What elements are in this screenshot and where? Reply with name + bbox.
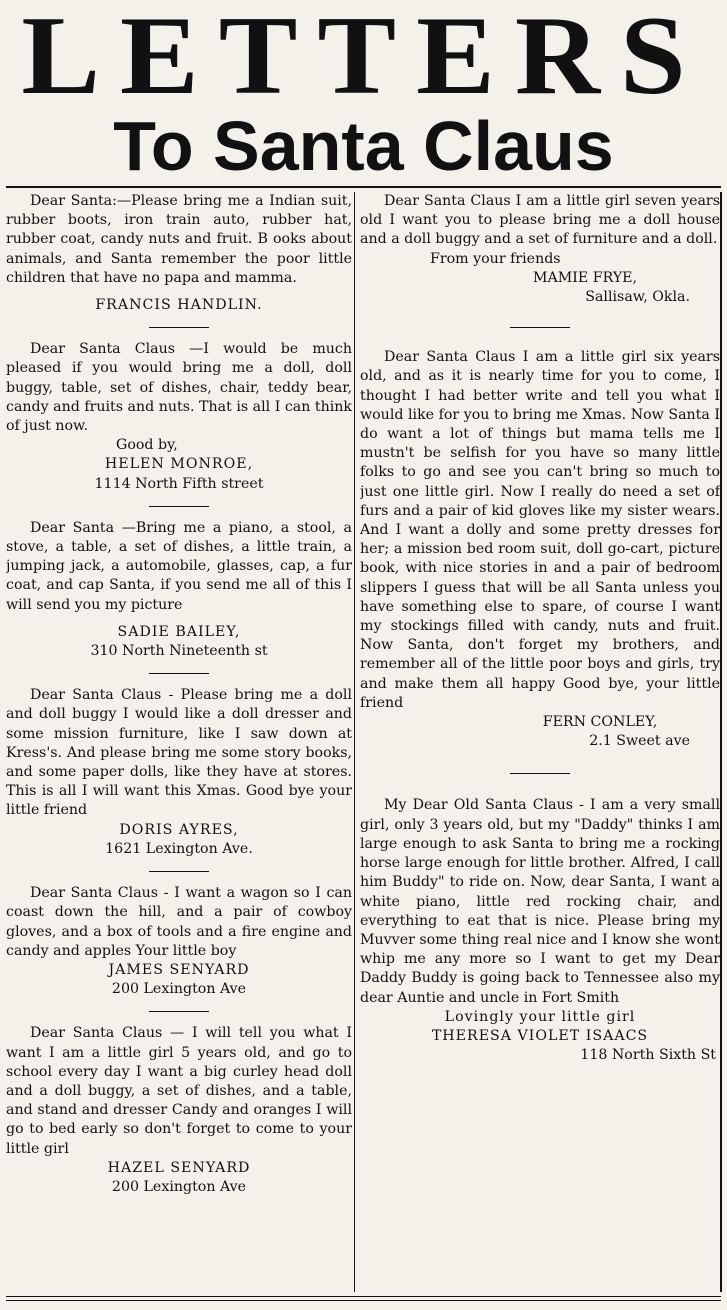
column-divider (354, 192, 355, 1292)
letter-body: Dear Santa:—Please bring me a Indian suit, rubber boots, iron train auto, rubber hat, rubber coat, candy nuts and fruit. B ooks about animals, and Santa remember the poor little children that have no papa and mamma. (6, 193, 352, 286)
letter-body: My Dear Old Santa Claus - I am a very small girl, only 3 years old, but my "Daddy" thinks I am large enough to ask Santa to bring me a rocking horse large enough for little brother. Alfred, I call him Buddy" to ride on. Now, dear Santa, I want a white piano, little red rocking chair, and everything to eat that is nice. Please bring my Muvver some thing real nice and I know she wont whip me any more so I want to get my Dear Daddy Buddy is going back to Tennessee also my dear Auntie and uncle in Fort Smith (360, 797, 720, 1006)
letter-divider (510, 327, 570, 328)
letter-divider (149, 673, 209, 674)
letter-body: Dear Santa Claus - I want a wagon so I can coast down the hill, and a pair of cowboy gloves, and a box of tools and a fire engine and candy and apples Your little boy (6, 885, 352, 959)
letter-signature: MAMIE FRYE, (532, 269, 638, 286)
right-column (360, 192, 720, 1292)
letter-closing: Lovingly your little girl (444, 1008, 636, 1025)
bottom-rule-double (6, 1300, 721, 1301)
letter-signature: FRANCIS HANDLIN. (95, 297, 263, 314)
letter-signature: JAMES SENYARD (108, 961, 250, 978)
letter-signature: FERN CONLEY, (542, 714, 658, 731)
letter-signature: DORIS AYRES, (119, 821, 239, 838)
headline-to-santa-claus: To Santa Claus (113, 107, 614, 185)
letter-helen-monroe (6, 340, 352, 494)
letter-divider (149, 871, 209, 872)
letter-divider (510, 773, 570, 774)
letter-signature: HAZEL SENYARD (107, 1159, 251, 1176)
letter-francis-handlin (6, 192, 352, 315)
letter-address: 118 North Sixth St (580, 1047, 716, 1064)
letter-mamie-frye (360, 192, 720, 307)
letter-address: Sallisaw, Okla. (585, 289, 690, 306)
letter-doris-ayres (6, 686, 352, 859)
left-column (6, 192, 352, 1292)
letter-signature: THERESA VIOLET ISAACS (431, 1027, 649, 1044)
letter-signature: SADIE BAILEY, (117, 623, 241, 640)
letter-address: 1621 Lexington Ave. (105, 840, 253, 857)
letter-address: 200 Lexington Ave (111, 981, 247, 998)
bottom-rule (6, 1296, 721, 1297)
letter-divider (149, 1011, 209, 1012)
letter-address: 1114 North Fifth street (94, 475, 264, 492)
letter-address: 2.1 Sweet ave (589, 733, 690, 750)
letter-hazel-senyard (6, 1024, 352, 1197)
letter-theresa-violet-isaacs (360, 796, 720, 1065)
letter-fern-conley (360, 348, 720, 751)
letter-address: 200 Lexington Ave (111, 1178, 247, 1195)
letter-james-senyard (6, 884, 352, 999)
letter-body: Dear Santa Claus —I would be much pleased if you would bring me a doll, doll buggy, table, set of dishes, chair, teddy bear, candy and fruits and nuts. That is all I can think of just now. (6, 341, 352, 435)
letter-body: Dear Santa Claus I am a little girl six years old, and as it is nearly time for you to come, I thought I had better write and tell you what I would like for you to bring me Xmas. Now Santa I do want a lot of things but mama tells me I mustn't be selfish for you have so many little folks to go and see you can't bring so much to just one little girl. Now I really do need a set of furs and a pair of kid gloves like my sister wears. And I want a dolly and some pretty dresses for her; a mission bed room suit, doll go-cart, picture book, with nice stories in and a pair of bedroom slippers I guess that will be all Santa unless you have something else to spare, of course I want my stockings filled with candy, nuts and fruit. Now Santa, don't forget my brothers, and remember all of the little poor boys and girls, try and make them all happy Good bye, your little friend (360, 349, 720, 711)
letter-body: Dear Santa Claus - Please bring me a doll and doll buggy I would like a doll dresser and some mission furniture, like I saw down at Kress's. And please bring me some story books, and some paper dolls, like they have at stores. This is all I will want this Xmas. Good bye your little friend (6, 687, 352, 819)
letter-divider (149, 327, 209, 328)
letter-signature: HELEN MONROE, (104, 456, 254, 473)
letter-address: 310 North Nineteenth st (90, 643, 268, 660)
letter-body: Dear Santa —Bring me a piano, a stool, a stove, a table, a set of dishes, a little train, a jumping jack, a automobile, glasses, cap, a fur coat, and cap Santa, if you send me all of this I will send you my picture (6, 519, 352, 613)
letter-closing: Good by, (116, 437, 178, 454)
letter-body: Dear Santa Claus I am a little girl seven years old I want you to please bring me a doll house and a doll buggy and a set of furniture and a doll. (360, 193, 720, 248)
letter-sadie-bailey (6, 519, 352, 661)
letter-divider (149, 506, 209, 507)
letter-body: Dear Santa Claus — I will tell you what I want I am a little girl 5 years old, and go to school every day I want a big curley head doll and a doll buggy, a set of dishes, and a table, and stand and dresser Candy and oranges I will go to bed early so don't forget to come to your little girl (6, 1025, 352, 1157)
headline-letters: LETTERS (21, 4, 706, 108)
letter-closing: From your friends (430, 250, 561, 267)
right-edge-rule (720, 192, 722, 1292)
top-rule (6, 186, 721, 188)
